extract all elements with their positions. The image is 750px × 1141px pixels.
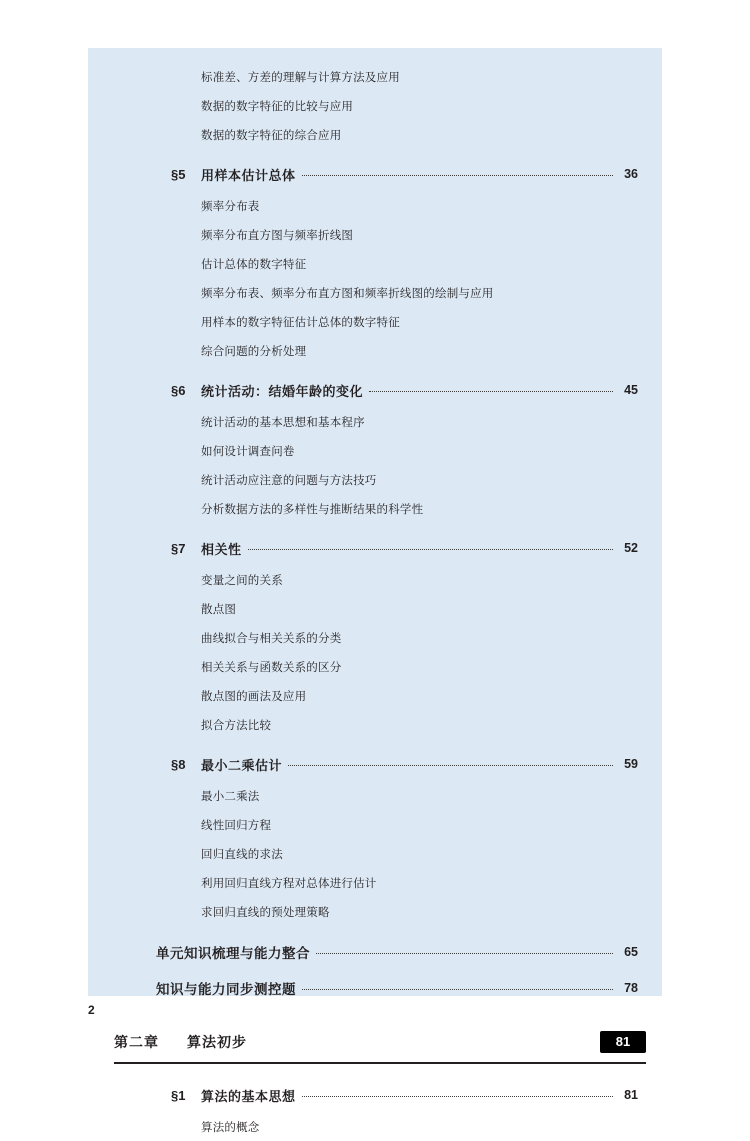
- toc-subentry: 统计活动应注意的问题与方法技巧: [201, 474, 377, 487]
- section-page-number: 36: [624, 167, 638, 181]
- dot-leader: [248, 548, 613, 550]
- section-symbol: §6: [171, 382, 186, 398]
- toc-subentry: 分析数据方法的多样性与推断结果的科学性: [201, 503, 424, 516]
- toc-subentry: 统计活动的基本思想和基本程序: [201, 416, 365, 429]
- toc-subentry: 频率分布表: [201, 200, 260, 213]
- toc-subentry: 估计总体的数字特征: [201, 258, 307, 271]
- section-title: 算法的基本思想: [201, 1088, 296, 1104]
- page-folio: 2: [88, 1003, 95, 1017]
- section-title: 相关性: [201, 541, 242, 557]
- section-page-number: 81: [624, 1088, 638, 1102]
- toc-subentry: 算法的概念: [201, 1121, 260, 1134]
- section-symbol: §7: [171, 540, 186, 556]
- toc-subentry: 频率分布直方图与频率折线图: [201, 229, 354, 242]
- dot-leader: [302, 1095, 613, 1097]
- chapter-number: 第二章: [114, 1034, 159, 1050]
- dot-leader: [302, 988, 613, 990]
- toc-subentry: 综合问题的分析处理: [201, 345, 307, 358]
- toc-subentry: 求回归直线的预处理策略: [201, 906, 330, 919]
- section-page-number: 45: [624, 383, 638, 397]
- toc-subentry: 用样本的数字特征估计总体的数字特征: [201, 316, 400, 329]
- toc-unit-entry[interactable]: [88, 970, 662, 1006]
- toc-subentry: 标准差、方差的理解与计算方法及应用: [201, 71, 400, 84]
- section-title: 统计活动：结婚年龄的变化: [201, 383, 364, 399]
- chapter-banner[interactable]: [88, 1022, 662, 1062]
- section-symbol: §1: [171, 1087, 186, 1103]
- section-page-number: 52: [624, 541, 638, 555]
- chapter-page-badge: 81: [600, 1031, 646, 1053]
- unit-entry-page-number: 78: [624, 981, 638, 995]
- toc-subentry: 曲线拟合与相关关系的分类: [201, 632, 342, 645]
- toc-subentry: 最小二乘法: [201, 790, 260, 803]
- unit-entry-title: 知识与能力同步测控题: [156, 982, 296, 997]
- section-page-number: 59: [624, 757, 638, 771]
- toc-section-heading[interactable]: [88, 157, 662, 191]
- toc-subentry: 数据的数字特征的综合应用: [201, 129, 342, 142]
- toc-subentry: 如何设计调查问卷: [201, 445, 295, 458]
- table-of-contents-panel: [88, 48, 662, 1134]
- section-symbol: §5: [171, 166, 186, 182]
- unit-entry-page-number: 65: [624, 945, 638, 959]
- toc-subentry: 散点图: [201, 603, 237, 616]
- dot-leader: [369, 390, 613, 392]
- toc-subentry: 线性回归方程: [201, 819, 272, 832]
- toc-section-heading[interactable]: [88, 747, 662, 781]
- toc-subentry: 拟合方法比较: [201, 719, 272, 732]
- toc-subentry: 频率分布表、频率分布直方图和频率折线图的绘制与应用: [201, 287, 494, 300]
- dot-leader: [288, 764, 613, 766]
- toc-content: [88, 48, 662, 1134]
- toc-section-heading[interactable]: [88, 1078, 662, 1112]
- toc-section-heading[interactable]: [88, 531, 662, 565]
- unit-entry-title: 单元知识梳理与能力整合: [156, 946, 310, 961]
- toc-subentry: 散点图的画法及应用: [201, 690, 307, 703]
- section-title: 用样本估计总体: [201, 167, 296, 183]
- toc-subentry: 变量之间的关系: [201, 574, 283, 587]
- toc-subentry: 回归直线的求法: [201, 848, 283, 861]
- toc-subentry: 相关关系与函数关系的区分: [201, 661, 342, 674]
- toc-subentry: 利用回归直线方程对总体进行估计: [201, 877, 377, 890]
- chapter-title: 算法初步: [187, 1034, 247, 1050]
- dot-leader: [302, 174, 613, 176]
- toc-subentry: 数据的数字特征的比较与应用: [201, 100, 354, 113]
- section-title: 最小二乘估计: [201, 757, 283, 773]
- dot-leader: [316, 952, 613, 954]
- section-symbol: §8: [171, 756, 186, 772]
- toc-unit-entry[interactable]: [88, 934, 662, 970]
- toc-section-heading[interactable]: [88, 373, 662, 407]
